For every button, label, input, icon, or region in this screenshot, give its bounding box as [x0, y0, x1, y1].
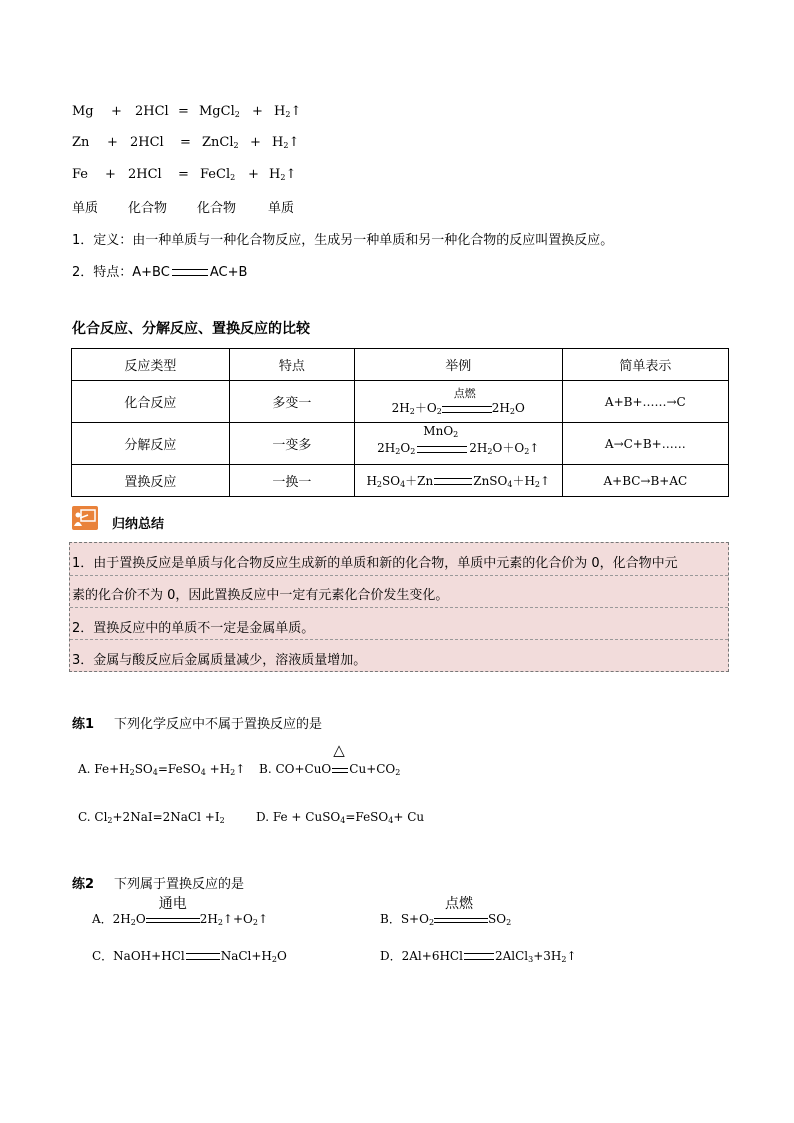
- eq-equals: =: [178, 104, 189, 119]
- exercise-2-option-b[interactable]: B．$S+O_2$ 点燃 $SO_2$: [380, 910, 511, 927]
- equation-mg: [72, 104, 372, 122]
- eq-plus: +: [107, 135, 118, 150]
- exercise-1-option-c[interactable]: C. $Cl_2+2NaI=2NaCl +I_2$: [78, 810, 225, 825]
- equation-arrow: [434, 478, 472, 485]
- summary-line: 素的化合价不为 0，因此置换反应中一定有元素化合价发生变化。: [72, 588, 449, 603]
- equation-fe: [72, 167, 372, 185]
- exercise-1-option-b[interactable]: B. CO+CuO △ $Cu+CO_2$: [259, 740, 401, 777]
- feature-label: 2．特点：A+BC: [72, 265, 170, 280]
- table-row: [72, 465, 729, 497]
- condition: 通电: [158, 895, 187, 912]
- exercise-2-option-d[interactable]: D．2Al+6HCl $2AlCl_3+3H_2↑$: [380, 949, 577, 964]
- equation-arrow: [172, 269, 208, 276]
- condition: 点燃: [453, 386, 476, 400]
- table-title: 化合反应、分解反应、置换反应的比较: [72, 321, 310, 337]
- eq-metal: Fe: [72, 167, 89, 182]
- equation-arrow: [146, 918, 200, 923]
- divider: [70, 607, 728, 608]
- exercise-2-option-a[interactable]: A．$2H_2O$ 通电 $2H_2↑+O_2↑$: [92, 910, 268, 927]
- divider: [70, 575, 728, 576]
- reaction-feature: 一换一: [229, 465, 354, 497]
- eq-metal: Mg: [72, 104, 94, 119]
- eq-plus: +: [250, 135, 261, 150]
- comparison-table: [71, 348, 729, 497]
- header-cell: 举例: [354, 349, 562, 381]
- reaction-type: 化合反应: [72, 381, 230, 423]
- category-label: 单质: [268, 201, 295, 216]
- equation-arrow: [417, 446, 467, 453]
- feature-line: [72, 261, 247, 280]
- eq-acid: 2HCl: [130, 135, 164, 150]
- equation-arrow: [442, 406, 492, 413]
- exercise-1-option-d[interactable]: D. Fe + CuSO$_4$=FeSO$_4$+ Cu: [256, 810, 425, 825]
- eq-equals: =: [178, 167, 189, 182]
- reaction-feature: 一变多: [229, 423, 354, 465]
- exercise-label: 练2: [72, 877, 95, 892]
- exercise-label: 练1: [72, 717, 95, 732]
- eq-plus: +: [252, 104, 263, 119]
- summary-line: 2．置换反应中的单质不一定是金属单质。: [72, 621, 315, 636]
- eq-acid: 2HCl: [135, 104, 169, 119]
- header-cell: 特点: [229, 349, 354, 381]
- header-cell: 反应类型: [72, 349, 230, 381]
- exercise-2-question: [72, 873, 244, 892]
- eq-salt: MgCl$_2$: [199, 104, 240, 119]
- eq-gas: $H_2↑$: [269, 167, 297, 182]
- condition: △: [333, 740, 345, 759]
- eq-metal: Zn: [72, 135, 90, 150]
- category-label: 单质: [72, 201, 99, 216]
- equation-zn: [72, 135, 372, 153]
- simple-form: A→C+B+……: [562, 423, 728, 465]
- condition: 点燃: [445, 895, 474, 912]
- table-header-row: [72, 349, 729, 381]
- divider: [70, 639, 728, 640]
- eq-plus: +: [111, 104, 122, 119]
- eq-acid: 2HCl: [128, 167, 162, 182]
- summary-line: 3．金属与酸反应后金属质量减少，溶液质量增加。: [72, 653, 367, 668]
- category-label: 化合物: [128, 201, 168, 216]
- summary-title: 归纳总结: [112, 517, 165, 532]
- eq-gas: $H_2↑$: [274, 104, 302, 119]
- eq-salt: FeCl$_2$: [200, 167, 236, 182]
- eq-equals: =: [180, 135, 191, 150]
- question-text: 下列化学反应中不属于置换反应的是: [114, 717, 323, 732]
- reaction-type: 分解反应: [72, 423, 230, 465]
- summary-teacher-icon: [72, 506, 98, 530]
- category-label: 化合物: [197, 201, 237, 216]
- reaction-feature: 多变一: [229, 381, 354, 423]
- equation-arrow: [186, 953, 220, 960]
- exercise-1-option-a[interactable]: A. $Fe+H_2SO_4=FeSO_4$ $+H_2↑$: [78, 762, 246, 777]
- condition: MnO$_2$: [423, 423, 459, 439]
- simple-form: A+BC→B+AC: [562, 465, 728, 497]
- feature-result: AC+B: [209, 265, 248, 280]
- question-text: 下列属于置换反应的是: [114, 877, 245, 892]
- exercise-1-question: [72, 713, 322, 732]
- reaction-example: $2H_2+O_2$ 点燃 $2H_2O$: [354, 381, 562, 423]
- simple-form: A+B+……→C: [562, 381, 728, 423]
- summary-line: 1．由于置换反应是单质与化合物反应生成新的单质和新的化合物，单质中元素的化合价为 0，化合物中元: [72, 556, 678, 571]
- exercise-2-option-c[interactable]: C．NaOH+HCl $NaCl+H_2O$: [92, 949, 287, 964]
- table-row: [72, 423, 729, 465]
- eq-salt: ZnCl$_2$: [202, 135, 239, 150]
- equation-arrow: [434, 918, 488, 923]
- table-row: [72, 381, 729, 423]
- reaction-example: $H_2SO_4+Zn$ $ZnSO_4+H_2↑$: [354, 465, 562, 497]
- equation-arrow: [332, 768, 348, 773]
- eq-plus: +: [248, 167, 259, 182]
- header-cell: 简单表示: [562, 349, 728, 381]
- eq-gas: $H_2↑$: [272, 135, 300, 150]
- reaction-type: 置换反应: [72, 465, 230, 497]
- equation-arrow: [464, 953, 494, 960]
- category-labels: [72, 197, 372, 215]
- definition-text: 1．定义：由一种单质与一种化合物反应，生成另一种单质和另一种化合物的反应叫置换反应。: [72, 233, 614, 248]
- reaction-example: $2H_2O_2$ MnO$_2$ $2H_2O+O_2↑$: [354, 423, 562, 465]
- eq-plus: +: [105, 167, 116, 182]
